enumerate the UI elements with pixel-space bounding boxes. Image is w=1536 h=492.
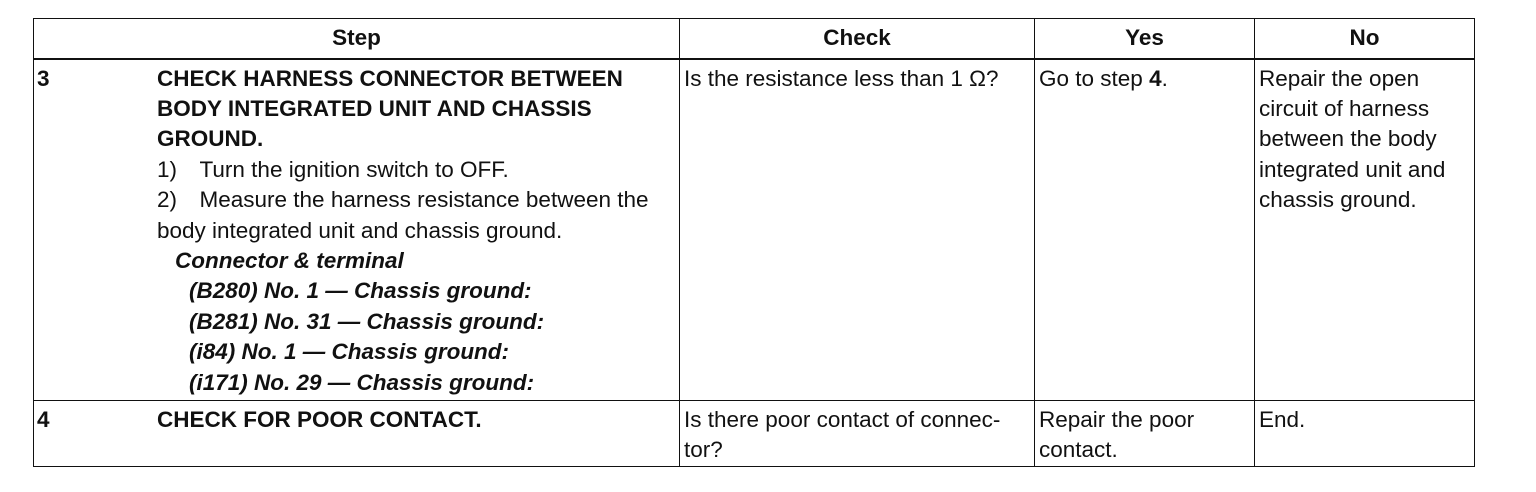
check-cell: Is there poor contact of connec-tor? [680, 401, 1035, 467]
substep: 2) Measure the harness resistance between the body integrated unit and chassis ground. [157, 187, 649, 243]
step-number: 3 [37, 65, 50, 91]
connector-heading: Connector & terminal [175, 247, 404, 273]
yes-cell: Repair the poor contact. [1035, 401, 1255, 467]
yes-cell [1035, 59, 1255, 401]
step-cell [34, 59, 680, 401]
substep: 1) Turn the ignition switch to OFF. [157, 156, 509, 182]
header-yes: Yes [1035, 19, 1255, 59]
table-row [34, 401, 1475, 467]
yes-step-ref: 4 [1149, 65, 1162, 91]
step-title: CHECK FOR POOR CONTACT. [157, 407, 482, 432]
table-row [34, 59, 1475, 401]
header-check: Check [680, 19, 1035, 59]
connector-item: (B280) No. 1 — Chassis ground: [189, 278, 532, 304]
step-title: CHECK HARNESS CONNECTOR BETWEEN BODY INTEGRATED UNIT AND CHASSIS GROUND. [157, 65, 623, 152]
check-cell: Is the resistance less than 1 Ω? [680, 59, 1035, 401]
yes-prefix: Go to step [1039, 65, 1150, 91]
header-row [34, 19, 1475, 59]
no-cell: End. [1255, 401, 1475, 467]
step-cell [34, 401, 680, 467]
header-step: Step [34, 19, 680, 59]
step-body [157, 401, 679, 435]
no-cell: Repair the open circuit of harness between the body integrated unit and chassis ground. [1255, 59, 1475, 401]
connector-item: (B281) No. 31 — Chassis ground: [189, 308, 545, 334]
table-header [34, 19, 1475, 59]
connector-item: (i171) No. 29 — Chassis ground: [189, 369, 535, 395]
step-number: 4 [37, 407, 50, 432]
diagnostic-table [33, 18, 1475, 467]
connector-item: (i84) No. 1 — Chassis ground: [189, 339, 510, 365]
yes-suffix: . [1161, 65, 1168, 91]
step-body [157, 60, 679, 398]
header-no: No [1255, 19, 1475, 59]
